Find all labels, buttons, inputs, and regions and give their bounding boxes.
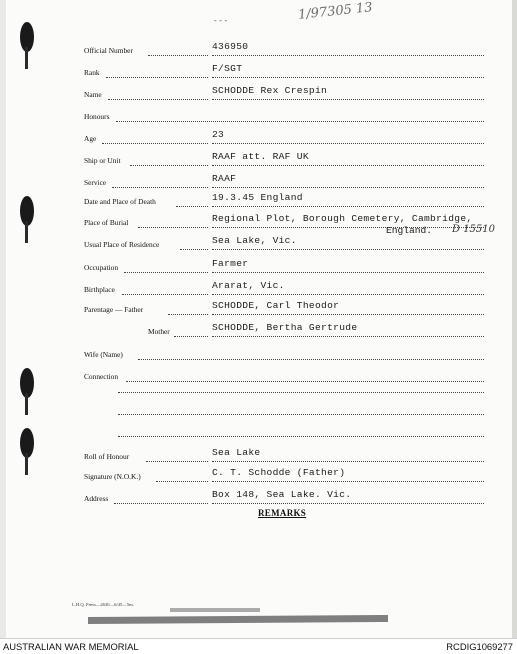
field-label: Age — [84, 134, 97, 143]
archive-footer — [0, 638, 517, 654]
field-value: Regional Plot, Borough Cemetery, Cambridge, — [212, 213, 473, 224]
dotted-rule — [212, 503, 484, 504]
field-honours — [0, 104, 517, 124]
field-value: Box 148, Sea Lake. Vic. — [212, 489, 352, 500]
dotted-rule — [212, 461, 484, 462]
record-id: RCDIG1069277 — [446, 641, 513, 652]
dotted-rule — [156, 481, 208, 482]
scan-smudge — [88, 615, 388, 624]
dotted-rule — [212, 314, 484, 315]
dotted-rule — [122, 294, 208, 295]
field-official-number — [0, 38, 517, 58]
dotted-rule — [106, 77, 208, 78]
field-value: 19.3.45 England — [212, 192, 303, 203]
field-value: SCHODDE, Carl Theodor — [212, 300, 340, 311]
printer-imprint: L.H.Q. Press—2630—6/45—5m. — [72, 602, 134, 607]
dotted-rule — [176, 206, 208, 207]
field-label: Ship or Unit — [84, 156, 121, 165]
field-occupation — [0, 255, 517, 275]
field-connection — [0, 364, 517, 384]
dotted-rule — [212, 249, 484, 250]
field-wife — [0, 342, 517, 362]
field-birthplace — [0, 277, 517, 297]
dotted-rule — [180, 249, 208, 250]
field-label: Rank — [84, 68, 100, 77]
field-label: Mother — [148, 327, 170, 336]
field-date-place-death — [0, 189, 517, 209]
dotted-rule — [118, 392, 484, 393]
field-label: Occupation — [84, 263, 119, 272]
field-label: Signature (N.O.K.) — [84, 472, 141, 481]
dotted-rule — [138, 359, 484, 360]
scan-smudge — [170, 608, 260, 612]
dotted-rule — [118, 414, 484, 415]
dotted-rule — [212, 55, 484, 56]
field-signature — [0, 464, 517, 484]
field-label: Honours — [84, 112, 110, 121]
archive-source: AUSTRALIAN WAR MEMORIAL — [3, 641, 139, 652]
dotted-rule — [116, 121, 484, 122]
field-value: RAAF — [212, 173, 237, 184]
dotted-rule — [212, 481, 484, 482]
dotted-rule — [212, 143, 484, 144]
dotted-rule — [118, 436, 484, 437]
dotted-rule — [212, 206, 484, 207]
field-label: Service — [84, 178, 107, 187]
handwritten-annotation: 1/97305 13 — [297, 0, 374, 23]
field-value: F/SGT — [212, 63, 243, 74]
dotted-rule — [212, 99, 484, 100]
remarks-heading: REMARKS — [258, 508, 307, 518]
field-value: RAAF att. RAF UK — [212, 151, 309, 162]
field-label: Official Number — [84, 46, 133, 55]
field-address — [0, 486, 517, 506]
field-rank — [0, 60, 517, 80]
dotted-rule — [212, 227, 484, 228]
dotted-rule — [112, 187, 208, 188]
field-value-continued: England. — [386, 225, 433, 236]
field-value: Ararat, Vic. — [212, 280, 285, 291]
field-value: 23 — [212, 129, 225, 140]
dotted-rule — [212, 294, 484, 295]
dotted-rule — [102, 143, 208, 144]
field-mother — [0, 319, 517, 339]
field-father — [0, 297, 517, 317]
dotted-rule — [212, 187, 484, 188]
field-label: Roll of Honour — [84, 452, 130, 461]
dotted-rule — [138, 227, 208, 228]
dotted-rule — [212, 272, 484, 273]
field-ship-or-unit — [0, 148, 517, 168]
dotted-rule — [146, 461, 208, 462]
field-label: Place of Burial — [84, 218, 129, 227]
field-label: Date and Place of Death — [84, 197, 156, 206]
field-usual-residence — [0, 232, 517, 252]
handwritten-annotation: D 15510 — [452, 224, 496, 235]
dotted-rule — [212, 77, 484, 78]
field-value: C. T. Schodde (Father) — [212, 467, 346, 478]
dotted-rule — [212, 165, 484, 166]
field-label: Usual Place of Residence — [84, 240, 160, 249]
field-value: SCHODDE Rex Crespin — [212, 85, 328, 96]
field-label: Parentage — Father — [84, 305, 144, 314]
top-marks: - - - — [214, 16, 228, 25]
field-label: Wife (Name) — [84, 350, 123, 359]
field-value: Sea Lake — [212, 447, 261, 458]
field-label: Birthplace — [84, 285, 115, 294]
field-value: 436950 — [212, 41, 249, 52]
field-age — [0, 126, 517, 146]
field-label: Address — [84, 494, 109, 503]
field-label: Connection — [84, 372, 119, 381]
field-name — [0, 82, 517, 102]
dotted-rule — [174, 336, 208, 337]
dotted-rule — [148, 55, 208, 56]
dotted-rule — [130, 165, 208, 166]
dotted-rule — [212, 336, 484, 337]
field-value: SCHODDE, Bertha Gertrude — [212, 322, 358, 333]
field-service — [0, 170, 517, 190]
dotted-rule — [108, 99, 208, 100]
field-value: Farmer — [212, 258, 249, 269]
dotted-rule — [124, 272, 208, 273]
field-label: Name — [84, 90, 102, 99]
dotted-rule — [114, 503, 208, 504]
dotted-rule — [126, 381, 484, 382]
field-value: Sea Lake, Vic. — [212, 235, 297, 246]
field-roll-of-honour — [0, 444, 517, 464]
dotted-rule — [168, 314, 208, 315]
